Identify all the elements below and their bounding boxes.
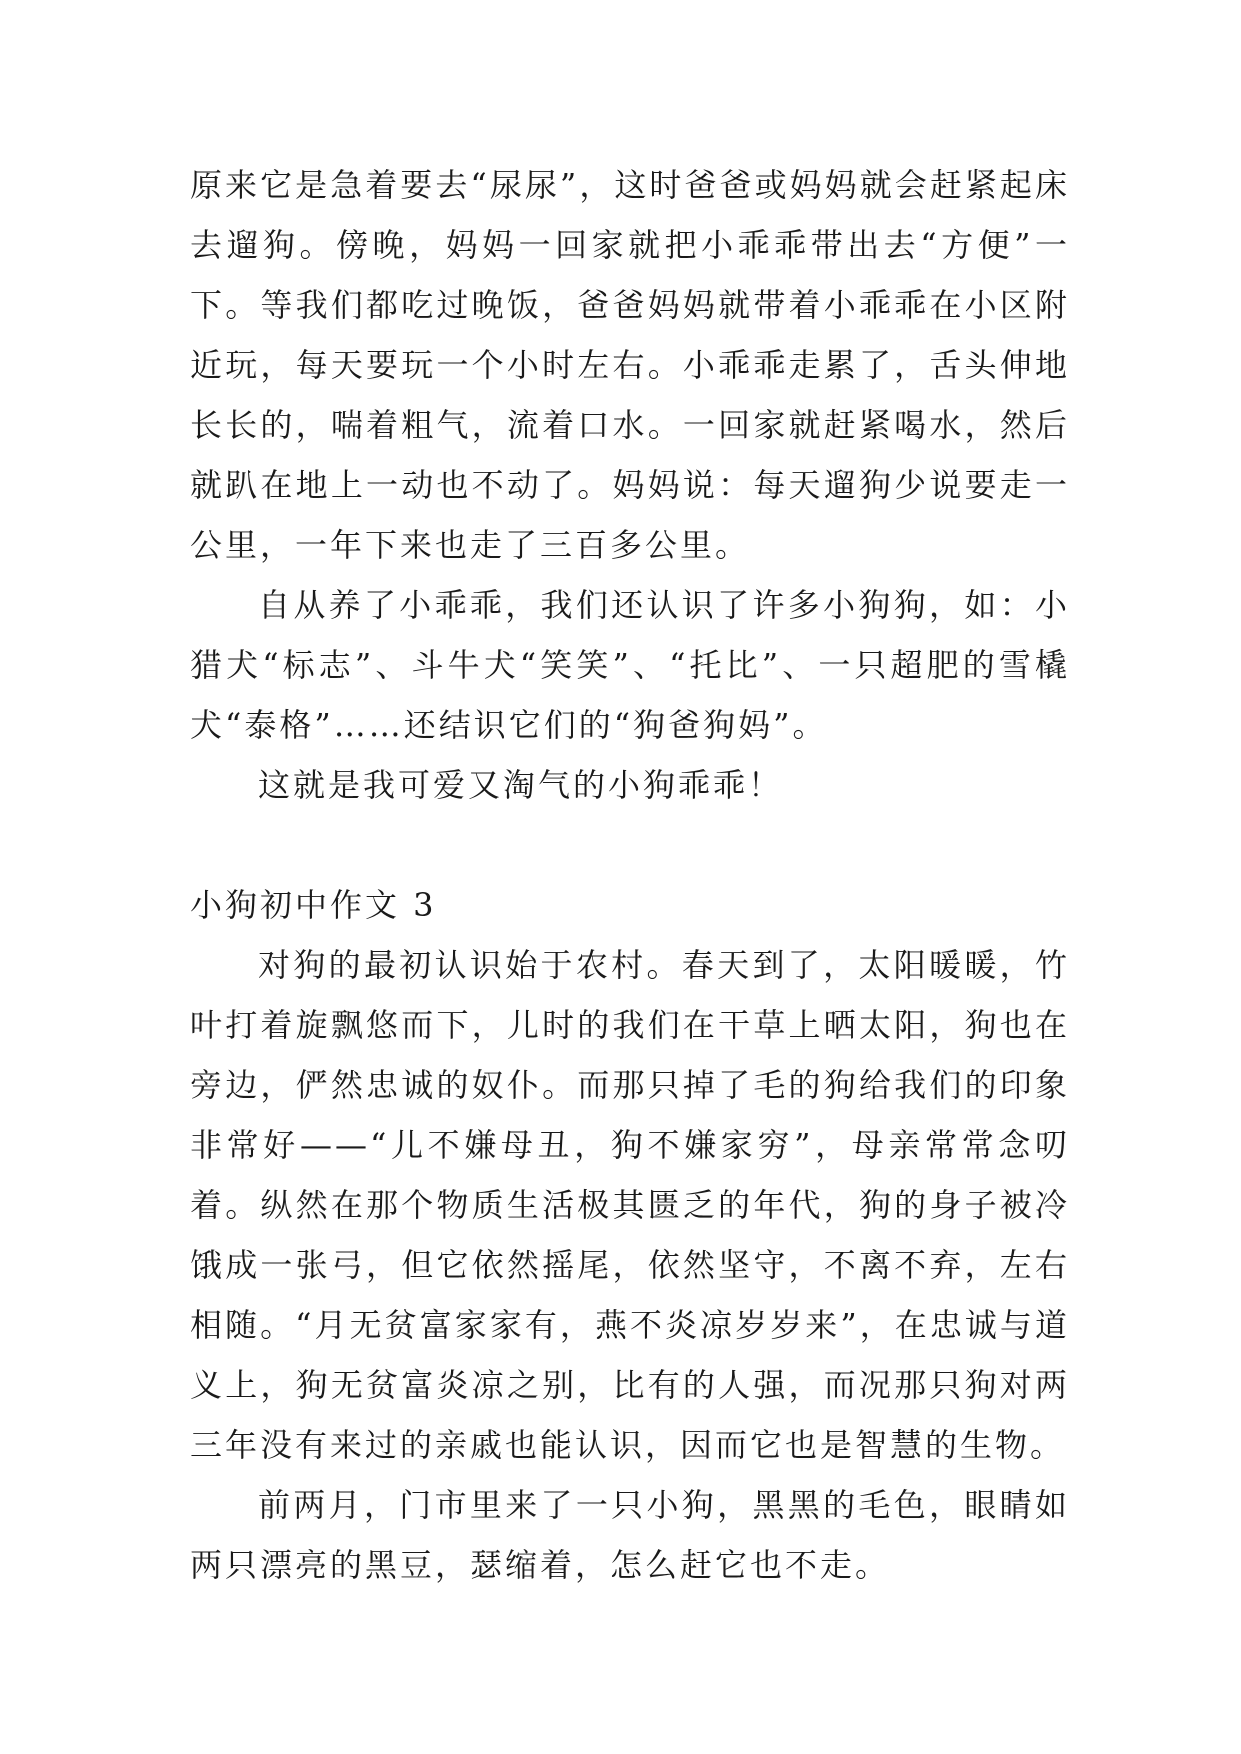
paragraph-acquaintances: 自从养了小乖乖，我们还认识了许多小狗狗，如：小猎犬“标志”、斗牛犬“笑笑”、“托比”、一只超肥的雪橇犬“泰格”……还结识它们的“狗爸狗妈”。 [190,586,1070,744]
paragraph-new-puppy: 前两月，门市里来了一只小狗，黑黑的毛色，眼睛如两只漂亮的黑豆，瑟缩着，怎么赶它也不走。 [190,1486,1070,1584]
paragraph-conclusion: 这就是我可爱又淘气的小狗乖乖！ [258,766,784,804]
document-body [190,155,1070,1595]
paragraph-continued: 原来它是急着要去“尿尿”，这时爸爸或妈妈就会赶紧起床去遛狗。傍晚，妈妈一回家就把小乖乖带出去“方便”一下。等我们都吃过晚饭，爸爸妈妈就带着小乖乖在小区附近玩，每天要玩一个小时左右。小乖乖走累了，舌头伸地长长的，喘着粗气，流着口水。一回家就赶紧喝水，然后就趴在地上一动也不动了。妈妈说：每天遛狗少说要走一公里，一年下来也走了三百多公里。 [190,166,1070,564]
section-title: 小狗初中作文 3 [190,886,437,924]
section-spacer [190,815,1070,875]
paragraph-first-impression: 对狗的最初认识始于农村。春天到了，太阳暖暖，竹叶打着旋飘悠而下，儿时的我们在干草上晒太阳，狗也在旁边，俨然忠诚的奴仆。而那只掉了毛的狗给我们的印象非常好——“儿不嫌母丑，狗不嫌家穷”，母亲常常念叨着。纵然在那个物质生活极其匮乏的年代，狗的身子被冷饿成一张弓，但它依然摇尾，依然坚守，不离不弃，左右相随。“月无贫富家家有，燕不炎凉岁岁来”，在忠诚与道义上，狗无贫富炎凉之别，比有的人强，而况那只狗对两三年没有来过的亲戚也能认识，因而它也是智慧的生物。 [190,946,1070,1464]
